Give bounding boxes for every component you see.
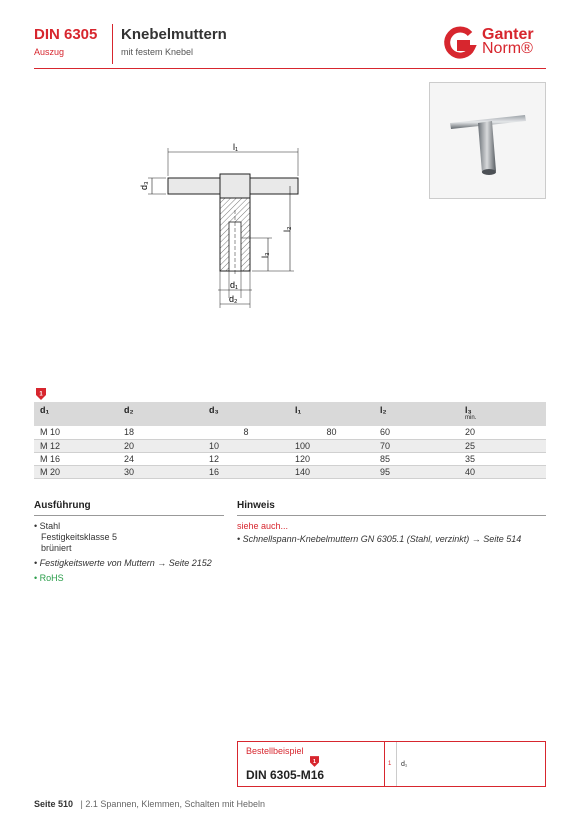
cell: 60 bbox=[374, 426, 459, 439]
standard-sub: Auszug bbox=[34, 47, 65, 57]
cell: 18 bbox=[118, 426, 203, 439]
cell: 100 bbox=[289, 439, 374, 452]
table-row bbox=[34, 452, 546, 465]
header-rule bbox=[34, 68, 546, 69]
col-header-l3: l₃ min. bbox=[459, 402, 546, 426]
order-example-box bbox=[237, 741, 546, 787]
cell: M 10 bbox=[34, 426, 118, 439]
order-index: 1 bbox=[388, 761, 392, 767]
marker-shield-icon bbox=[310, 756, 319, 767]
page-title: Knebelmuttern bbox=[121, 26, 227, 43]
cell: 140 bbox=[289, 465, 374, 478]
strength-class-text: Festigkeitsklasse 5 bbox=[41, 532, 118, 542]
page-subtitle: mit festem Knebel bbox=[121, 47, 194, 57]
logo-text-norm: Norm® bbox=[482, 40, 533, 57]
cell: 8 bbox=[203, 426, 289, 439]
col-header-d2: d₂ bbox=[118, 402, 203, 426]
table-header-row bbox=[34, 402, 546, 426]
col-header-d3: d₃ bbox=[203, 402, 289, 426]
hinweis-title: Hinweis bbox=[237, 500, 275, 511]
cell: M 16 bbox=[34, 452, 118, 465]
cell: 70 bbox=[374, 439, 459, 452]
col-header-l2: l₂ bbox=[374, 402, 459, 426]
list-item[interactable]: • Schnellspann-Knebelmuttern GN 6305.1 (Stahl, verzinkt) → Seite 514 bbox=[237, 534, 522, 544]
ausfuehrung-title: Ausführung bbox=[34, 500, 91, 511]
logo-text-ganter: Ganter bbox=[482, 26, 534, 43]
see-also-label: siehe auch... bbox=[237, 521, 289, 531]
product-photo bbox=[429, 82, 546, 199]
order-divider bbox=[384, 742, 385, 786]
cell: 16 bbox=[203, 465, 289, 478]
list-item[interactable]: • Festigkeitswerte von Muttern → Seite 2152 bbox=[34, 558, 212, 568]
col-header-d1: d₁ bbox=[34, 402, 118, 426]
svg-text:1: 1 bbox=[313, 758, 316, 765]
rohs-badge: • RoHS bbox=[34, 573, 64, 583]
cell: 30 bbox=[118, 465, 203, 478]
table-row bbox=[34, 439, 546, 452]
dim-label-d3: d₃ bbox=[139, 181, 149, 190]
cell: 120 bbox=[289, 452, 374, 465]
cell: 80 bbox=[289, 426, 374, 439]
standard-code: DIN 6305 bbox=[34, 26, 98, 43]
l3-min-note: min. bbox=[465, 415, 477, 421]
cell: M 20 bbox=[34, 465, 118, 478]
cell: 20 bbox=[118, 439, 203, 452]
technical-drawing bbox=[130, 140, 310, 315]
header-separator bbox=[112, 24, 113, 64]
section-path: | 2.1 Spannen, Klemmen, Schalten mit Hebeln bbox=[80, 799, 265, 809]
cell: 85 bbox=[374, 452, 459, 465]
order-code: DIN 6305-M16 bbox=[246, 768, 325, 782]
ganter-logo bbox=[440, 26, 550, 62]
material-text: • Stahl bbox=[34, 521, 61, 531]
dim-label-d2: d₂ bbox=[229, 294, 238, 304]
cell: 24 bbox=[118, 452, 203, 465]
dim-label-l2: l₂ bbox=[282, 226, 292, 232]
cell: 40 bbox=[459, 465, 546, 478]
page-number: Seite 510 bbox=[34, 799, 74, 809]
dim-label-l1: l₁ bbox=[233, 142, 239, 152]
marker-shield-icon bbox=[36, 388, 46, 400]
finish-text: brüniert bbox=[41, 543, 72, 553]
table-row bbox=[34, 426, 546, 439]
table-row bbox=[34, 465, 546, 478]
ganter-logo-mark-icon bbox=[440, 26, 478, 62]
order-param: d₁ bbox=[401, 761, 408, 768]
cell: 35 bbox=[459, 452, 546, 465]
ausfuehrung-list bbox=[34, 521, 229, 588]
hinweis-list bbox=[237, 521, 546, 545]
col-header-l1: l₁ bbox=[289, 402, 374, 426]
cell: 10 bbox=[203, 439, 289, 452]
dim-label-d1: d₁ bbox=[230, 280, 239, 290]
order-example-label: Bestellbeispiel bbox=[246, 746, 304, 756]
cell: 20 bbox=[459, 426, 546, 439]
cell: M 12 bbox=[34, 439, 118, 452]
dimension-table bbox=[34, 402, 546, 479]
cell: 95 bbox=[374, 465, 459, 478]
page-footer bbox=[34, 799, 265, 809]
hinweis-rule bbox=[237, 515, 546, 516]
list-item bbox=[34, 521, 229, 554]
dim-label-l3: l₃ bbox=[260, 252, 270, 258]
order-divider bbox=[396, 742, 397, 786]
cell: 12 bbox=[203, 452, 289, 465]
svg-text:1: 1 bbox=[39, 391, 43, 398]
cell: 25 bbox=[459, 439, 546, 452]
ausfuehrung-rule bbox=[34, 515, 224, 516]
